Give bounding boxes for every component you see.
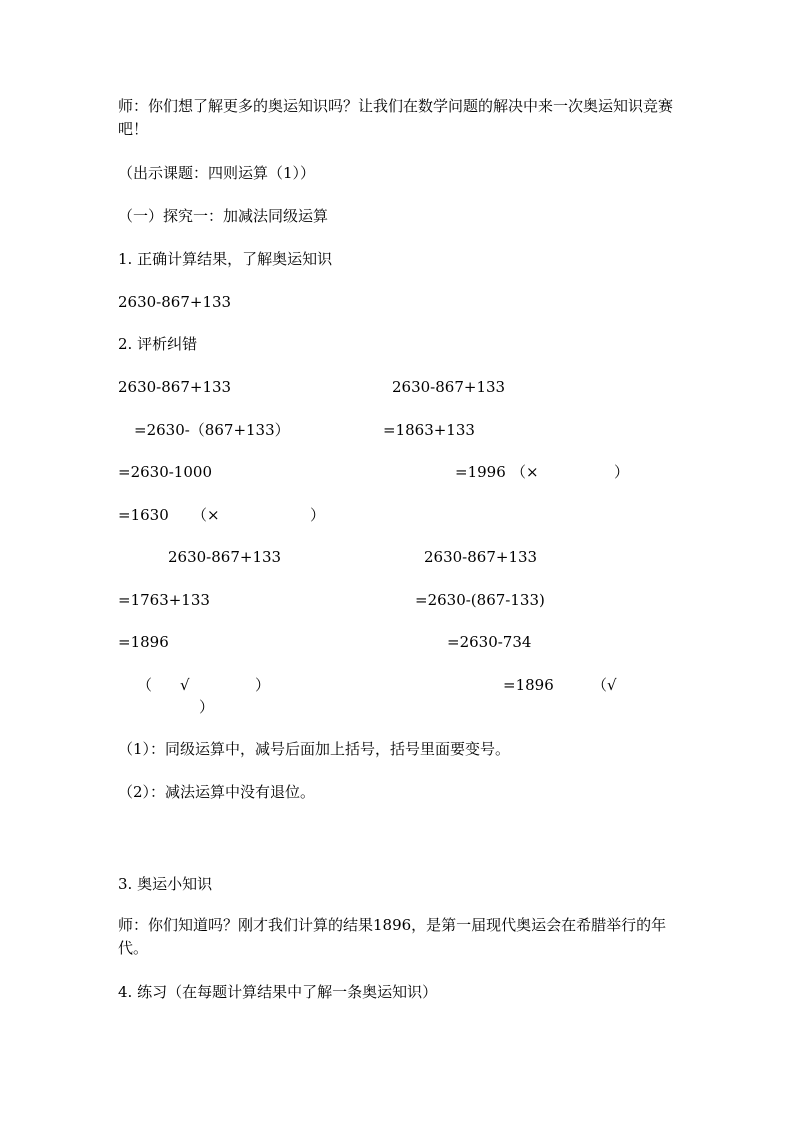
work-line: =1763+133 [118, 591, 210, 609]
bracket-close: ） [310, 506, 326, 524]
trivia-paragraph: 师：你们知道吗？刚才我们计算的结果1896，是第一届现代奥运会在希腊举行的年代。 [118, 916, 667, 957]
work-line: 2630-867+133 [424, 548, 538, 566]
section-heading: （一）探究一：加减法同级运算 [118, 207, 329, 225]
bracket-close: ） [255, 676, 271, 694]
work-line: =2630-734 [447, 633, 532, 651]
wrong-mark: （× [192, 506, 220, 524]
note-2: （2）：减法运算中没有退位。 [118, 783, 316, 801]
work-line: =1863+133 [383, 421, 475, 439]
work-line: =1996 [455, 463, 506, 481]
teacher-intro: 师：你们想了解更多的奥运知识吗？让我们在数学问题的解决中来一次奥运知识竞赛吧！ [118, 97, 674, 138]
step-2-heading: 2. 评析纠错 [118, 335, 198, 353]
step-1-heading: 1. 正确计算结果，了解奥运知识 [118, 250, 333, 268]
work-line: 2630-867+133 [168, 548, 282, 566]
expression: 2630-867+133 [118, 293, 232, 311]
step-3-heading: 3. 奥运小知识 [118, 875, 213, 893]
check-mark: （√ [592, 676, 617, 694]
work-line: =2630-（867+133） [134, 421, 290, 439]
topic-line: （出示课题：四则运算（1）） [118, 164, 316, 182]
note-1: （1）：同级运算中，减号后面加上括号，括号里面要变号。 [118, 740, 511, 758]
step-4-heading: 4. 练习（在每题计算结果中了解一条奥运知识） [118, 983, 438, 1001]
bracket-close: ） [199, 698, 215, 716]
work-line: =1630 [118, 506, 169, 524]
bracket-open: （ [137, 676, 153, 694]
work-line: =2630-(867-133) [415, 591, 545, 609]
work-line: 2630-867+133 [392, 378, 506, 396]
work-line: =1896 [503, 676, 554, 694]
check-mark: √ [180, 676, 190, 694]
bracket-close: ） [614, 463, 630, 481]
work-line: =1896 [118, 633, 169, 651]
work-line: =2630-1000 [118, 463, 212, 481]
wrong-mark: （× [511, 463, 539, 481]
work-line: 2630-867+133 [118, 378, 232, 396]
